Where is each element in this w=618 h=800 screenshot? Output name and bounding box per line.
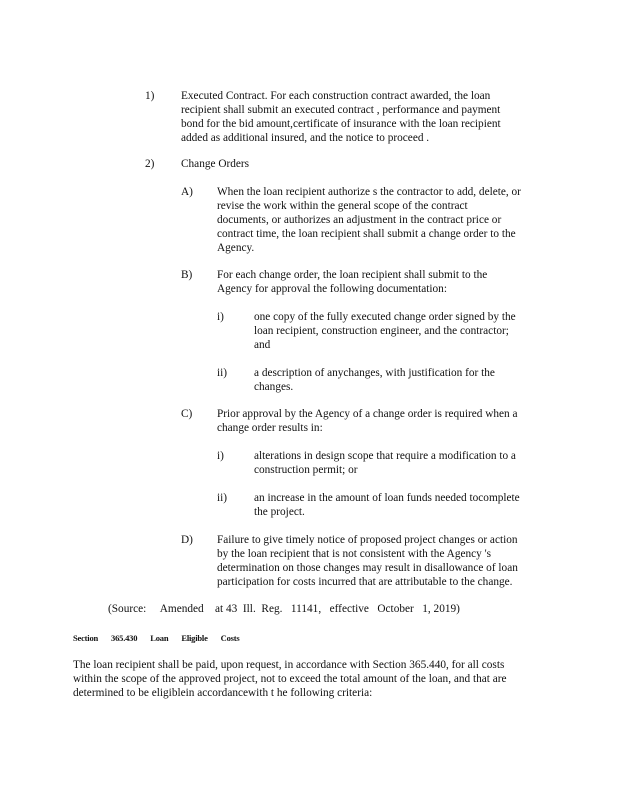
item-text: Executed Contract. For each construction contract awarded, the loan recipient shall submit an executed contract , performance and payment bond for the bid amount,certificate of insurance with the loan recipient added as additional insured, and the notice to proceed . — [181, 90, 501, 144]
item-number: ii) — [217, 367, 228, 379]
body-paragraph: The loan recipient shall be paid, upon request, in accordance with Section 365.440, for all costs within the scope of the approved project, not to exceed the total amount of the loan, and that are determined to be eligiblein accordancewith t he following criteria: — [73, 659, 507, 699]
item-text: an increase in the amount of loan funds needed tocomplete the project. — [254, 492, 520, 518]
item-text: Change Orders — [181, 158, 250, 170]
item-text: a description of anychanges, with justification for the changes. — [254, 367, 495, 393]
item-number: C) — [181, 408, 193, 420]
item-number: i) — [217, 450, 224, 462]
item-text: alterations in design scope that require a modification to a construction permit; or — [254, 450, 516, 476]
section-heading: Section 365.430 Loan Eligible Costs — [73, 633, 240, 643]
item-number: A) — [181, 186, 193, 198]
item-number: 2) — [145, 158, 155, 170]
item-number: ii) — [217, 492, 228, 504]
item-text: one copy of the fully executed change order signed by the loan recipient, construction engineer, and the contractor; and — [254, 311, 516, 351]
item-number: i) — [217, 311, 224, 323]
item-number: 1) — [145, 90, 155, 102]
source-note: (Source: Amended at 43 Ill. Reg. 11141, effective October 1, 2019) — [108, 603, 460, 615]
item-text: Prior approval by the Agency of a change order is required when a change order results in: — [217, 408, 518, 434]
item-number: B) — [181, 269, 193, 281]
item-text: Failure to give timely notice of proposed project changes or action by the loan recipient that is not consistent with the Agency 's determination on those changes may result in disallowance of loan participation for costs incurred that are attributable to the change. — [217, 534, 518, 588]
item-text: For each change order, the loan recipient shall submit to the Agency for approval the following documentation: — [217, 269, 488, 295]
item-text: When the loan recipient authorize s the contractor to add, delete, or revise the work within the general scope of the contract documents, or authorizes an adjustment in the contract price or contract time, the loan recipient shall submit a change order to the Agency. — [217, 186, 521, 254]
item-number: D) — [181, 534, 193, 546]
